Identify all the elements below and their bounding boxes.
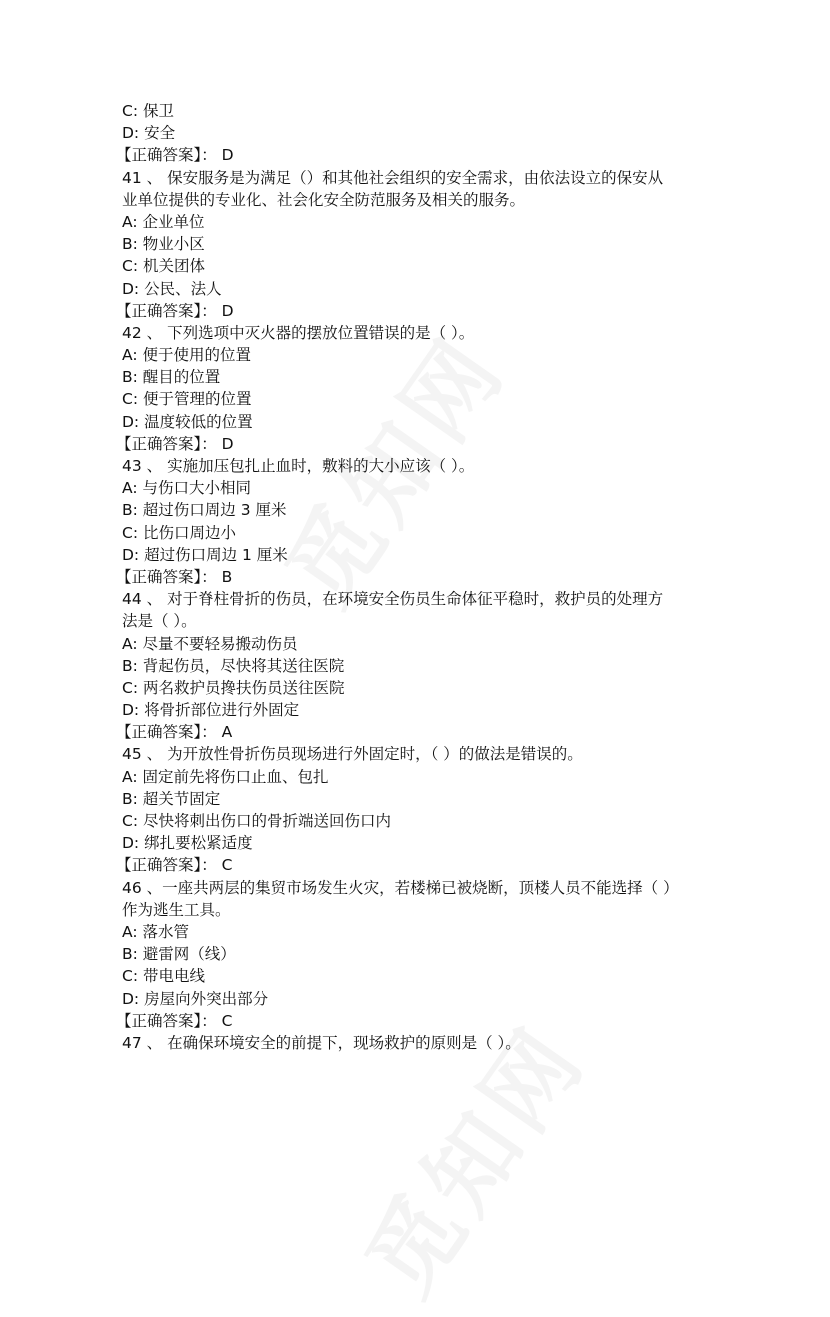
option-line: D: 公民、法人 bbox=[122, 279, 222, 298]
option-line: B: 背起伤员，尽快将其送往医院 bbox=[122, 656, 345, 675]
option-line: B: 超关节固定 bbox=[122, 789, 221, 808]
question-list bbox=[116, 100, 722, 1054]
option-line: A: 落水管 bbox=[122, 922, 189, 941]
option-line: A: 与伤口大小相同 bbox=[122, 479, 251, 498]
question-text: 45 、 为开放性骨折伤员现场进行外固定时，（ ）的做法是错误的。 bbox=[122, 745, 583, 764]
question-text: 44 、 对于脊柱骨折的伤员，在环境安全伤员生命体征平稳时，救护员的处理方 bbox=[122, 590, 664, 609]
option-line: A: 尽量不要轻易搬动伤员 bbox=[122, 634, 298, 653]
correct-answer-line: 【正确答案】： D bbox=[116, 434, 234, 453]
option-line: B: 物业小区 bbox=[122, 235, 205, 254]
option-line: A: 固定前先将伤口止血、包扎 bbox=[122, 767, 329, 786]
question-text: 法是（ ）。 bbox=[122, 612, 197, 631]
option-line: D: 温度较低的位置 bbox=[122, 412, 253, 431]
question-text: 46 、一座共两层的集贸市场发生火灾，若楼梯已被烧断，顶楼人员不能选择（ ） bbox=[122, 878, 679, 897]
correct-answer-line: 【正确答案】： A bbox=[116, 723, 233, 742]
option-line: B: 避雷网（线） bbox=[122, 945, 236, 964]
option-line: B: 醒目的位置 bbox=[122, 368, 221, 387]
correct-answer-line: 【正确答案】： D bbox=[116, 146, 234, 165]
option-line: B: 超过伤口周边 3 厘米 bbox=[122, 501, 287, 520]
option-line: C: 机关团体 bbox=[122, 257, 205, 276]
option-line: A: 企业单位 bbox=[122, 212, 205, 231]
correct-answer-line: 【正确答案】： C bbox=[116, 1011, 233, 1030]
correct-answer-line: 【正确答案】： C bbox=[116, 856, 233, 875]
option-line: C: 两名救护员搀扶伤员送往医院 bbox=[122, 678, 345, 697]
option-line: C: 尽快将刺出伤口的骨折端送回伤口内 bbox=[122, 812, 391, 830]
option-line: D: 安全 bbox=[122, 124, 176, 143]
option-line: D: 超过伤口周边 1 厘米 bbox=[122, 545, 288, 564]
option-line: C: 比伤口周边小 bbox=[122, 523, 236, 542]
correct-answer-line: 【正确答案】： B bbox=[116, 567, 233, 586]
question-text: 42 、 下列选项中灭火器的摆放位置错误的是（ ）。 bbox=[122, 323, 475, 342]
option-line: D: 房屋向外突出部分 bbox=[122, 989, 269, 1008]
correct-answer-line: 【正确答案】： D bbox=[116, 301, 234, 320]
question-text: 作为逃生工具。 bbox=[122, 900, 231, 919]
option-line: A: 便于使用的位置 bbox=[122, 346, 251, 365]
option-line: D: 绑扎要松紧适度 bbox=[122, 834, 253, 853]
question-text: 41 、 保安服务是为满足（）和其他社会组织的安全需求，由依法设立的保安从 bbox=[122, 168, 664, 187]
option-line: C: 便于管理的位置 bbox=[122, 390, 252, 409]
option-line: D: 将骨折部位进行外固定 bbox=[122, 701, 300, 720]
question-text: 43 、 实施加压包扎止血时，敷料的大小应该（ ）。 bbox=[122, 457, 475, 475]
option-line: C: 保卫 bbox=[122, 102, 174, 120]
question-text: 47 、 在确保环境安全的前提下，现场救护的原则是（ ）。 bbox=[122, 1033, 521, 1052]
question-text: 业单位提供的专业化、社会化安全防范服务及相关的服务。 bbox=[122, 190, 526, 209]
option-line: C: 带电电线 bbox=[122, 967, 205, 986]
